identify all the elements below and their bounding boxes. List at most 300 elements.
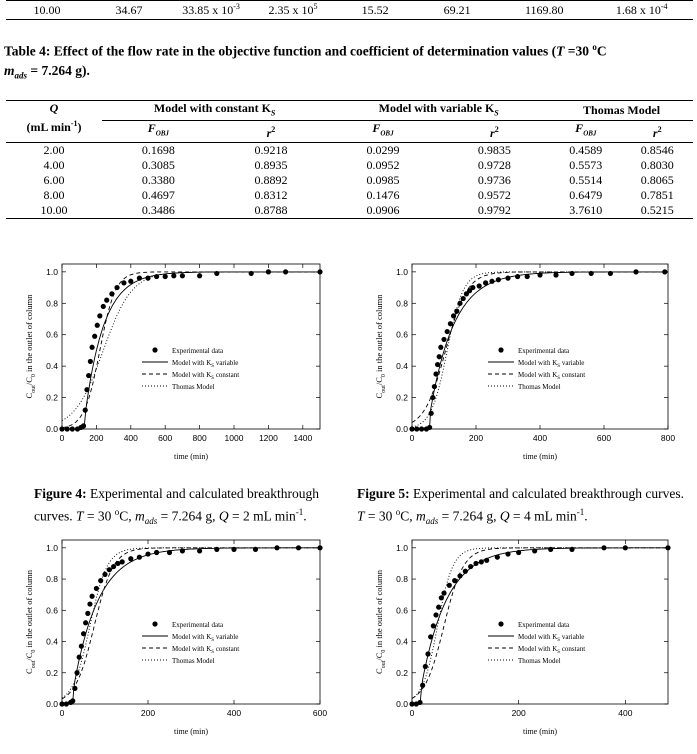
- legend-label: [172, 383, 215, 391]
- fobj-symbol: F: [147, 121, 156, 136]
- experimental-point: [473, 561, 478, 566]
- table-row: [6, 173, 693, 188]
- r2-header: [439, 121, 550, 142]
- caption-exp: -1: [295, 507, 304, 517]
- experimental-point: [128, 279, 133, 284]
- experimental-point: [548, 547, 553, 552]
- y-tick-label: 1.0: [396, 266, 408, 277]
- experimental-point: [274, 545, 279, 550]
- y-tick-label: 0.2: [46, 392, 58, 403]
- y-axis-label: [374, 569, 387, 674]
- experimental-point: [109, 291, 114, 296]
- experimental-point: [197, 548, 202, 553]
- figure-7-chart: [372, 528, 690, 754]
- table3-cell: 1169.80: [524, 2, 564, 17]
- y-tick-label: 0.0: [46, 699, 58, 709]
- table-row: [6, 158, 693, 173]
- figure-caption-text: = 30: [83, 508, 115, 524]
- table-cell: 0.0906: [366, 202, 400, 217]
- caption-text: =30: [564, 43, 593, 59]
- x-tick-label: 400: [618, 708, 633, 718]
- caption-exp: -1: [576, 507, 585, 517]
- table3-cell: 15.52: [361, 2, 389, 17]
- legend-label-part: Model with K: [172, 633, 212, 641]
- x-tick-label: 1400: [293, 433, 313, 443]
- experimental-point: [457, 573, 462, 578]
- legend-label: [172, 371, 239, 381]
- table-cell: 0.0299: [366, 142, 400, 157]
- experimental-point: [214, 547, 219, 552]
- experimental-point: [137, 555, 142, 560]
- experimental-point: [429, 411, 434, 416]
- legend: [488, 621, 585, 665]
- experimental-point: [231, 547, 236, 552]
- y-tick-label: 0.8: [46, 574, 58, 585]
- table-cell: 0.4697: [141, 187, 175, 202]
- experimental-point: [484, 558, 489, 563]
- table3-cell-exp: 5: [313, 2, 318, 11]
- x-axis-label: time (min): [523, 452, 557, 461]
- table3-cell-mantissa: 1.68 x 10: [615, 3, 661, 17]
- table-cell: 8.00: [43, 187, 65, 202]
- legend-label-part: constant: [214, 371, 240, 379]
- experimental-point: [171, 273, 176, 278]
- table-cell: 3.7610: [569, 202, 603, 217]
- y-tick-label: 1.0: [46, 266, 58, 277]
- table-cell: 0.8312: [254, 187, 288, 202]
- experimental-point: [253, 547, 258, 552]
- experimental-point: [409, 426, 414, 431]
- y-axis-label-part: /C: [24, 652, 34, 661]
- experimental-point: [137, 276, 142, 281]
- experimental-point: [128, 556, 133, 561]
- table3-cell-mantissa: 33.85 x 10: [182, 3, 234, 17]
- table-cell: 0.5573: [569, 157, 603, 172]
- table-cell: 0.3486: [141, 202, 175, 217]
- experimental-point: [433, 612, 438, 617]
- experimental-point: [120, 559, 125, 564]
- experimental-point: [468, 564, 473, 569]
- y-axis-label-part: /C: [374, 652, 384, 661]
- figure-caption-text: = 2 mL min: [228, 508, 296, 524]
- figure-6-chart: [20, 528, 340, 754]
- y-axis-label-part: in the outlet of column: [374, 570, 384, 650]
- experimental-point: [86, 373, 91, 378]
- table-cell: 4.00: [43, 157, 65, 172]
- experimental-point: [167, 550, 172, 555]
- table-cell: 0.9736: [477, 172, 511, 187]
- legend-label-part: Thomas Model: [172, 383, 215, 391]
- experimental-point: [72, 686, 77, 691]
- y-tick-label: 0.4: [46, 361, 58, 372]
- legend-label-part: Model with K: [518, 371, 558, 379]
- table-cell: 0.8030: [640, 157, 674, 172]
- table3-cell-exp: -4: [660, 2, 668, 11]
- experimental-point: [601, 545, 606, 550]
- table-cell: 0.8065: [640, 172, 674, 187]
- experimental-point: [479, 559, 484, 564]
- caption-m: m: [416, 508, 426, 524]
- figure-label: Figure 5:: [357, 486, 410, 501]
- caption-T: T: [556, 43, 565, 59]
- q-unit-close: ): [77, 120, 82, 134]
- table-cell: 10.00: [40, 202, 68, 217]
- experimental-point: [489, 279, 494, 284]
- experimental-point: [296, 545, 301, 550]
- experimental-point: [145, 551, 150, 556]
- table-cell: 0.8788: [254, 202, 288, 217]
- figure-caption-text: C,: [119, 508, 136, 524]
- legend-label-part: constant: [560, 371, 586, 379]
- y-axis-label-part: C: [374, 668, 384, 674]
- experimental-point: [180, 273, 185, 278]
- x-tick-label: 400: [123, 433, 138, 443]
- table-cell: 0.3085: [141, 157, 175, 172]
- y-axis-label-part: C: [24, 392, 34, 399]
- y-tick-label: 1.0: [46, 542, 58, 553]
- group-header-text: Model with variable K: [378, 101, 495, 115]
- table-cell: 0.4589: [569, 142, 603, 157]
- caption-T: T: [75, 508, 84, 524]
- y-axis-label: [24, 569, 37, 674]
- legend-marker: [498, 347, 503, 352]
- legend-label: [518, 359, 584, 369]
- group-header-text: Model with constant K: [153, 101, 271, 115]
- experimental-point: [433, 371, 438, 376]
- legend-label-sub: S: [211, 364, 215, 369]
- table-cell: 0.3380: [141, 172, 175, 187]
- r2-header: [215, 121, 328, 142]
- table3-cell: [590, 1, 693, 20]
- legend-label-part: Model with K: [172, 371, 212, 379]
- table-cell: 0.9728: [477, 157, 511, 172]
- experimental-point: [569, 547, 574, 552]
- experimental-point: [90, 594, 95, 599]
- y-axis-label-part: 0: [381, 374, 387, 378]
- experimental-point: [419, 426, 424, 431]
- experimental-point: [537, 272, 542, 277]
- x-tick-label: 1000: [224, 433, 244, 443]
- y-axis-label-part: 0: [31, 649, 37, 653]
- y-axis-label: [24, 294, 37, 399]
- experimental-point: [430, 395, 435, 400]
- table-cell: 0.8935: [254, 157, 288, 172]
- caption-ads: ads: [425, 516, 439, 527]
- experimental-point: [525, 274, 530, 279]
- legend-label: [518, 633, 584, 643]
- figure-4-caption: [34, 484, 354, 531]
- figure-4-chart: [20, 252, 340, 480]
- legend-label: [172, 645, 239, 655]
- x-tick-label: 400: [532, 433, 548, 443]
- experimental-point: [420, 683, 425, 688]
- x-tick-label: 800: [192, 433, 207, 443]
- experimental-point: [428, 634, 433, 639]
- r2-sup: 2: [494, 125, 499, 135]
- x-tick-label: 0: [59, 433, 65, 443]
- x-tick-label: 200: [511, 708, 526, 718]
- x-axis-label: time (min): [523, 727, 557, 736]
- figure-label: Figure 4:: [34, 486, 87, 501]
- y-axis-label-part: out: [381, 660, 387, 669]
- y-tick-label: 0.6: [46, 329, 58, 340]
- table-cell: 0.0985: [366, 172, 400, 187]
- table-cell: 0.5215: [640, 202, 674, 217]
- experimental-point: [569, 271, 574, 276]
- caption-m: m: [135, 508, 145, 524]
- group-header-sub: S: [270, 108, 276, 118]
- legend-label: [172, 657, 215, 665]
- legend-label: [172, 633, 238, 643]
- r2-sup: 2: [271, 125, 276, 135]
- legend-label-part: Thomas Model: [172, 657, 215, 665]
- x-tick-label: 200: [468, 433, 484, 443]
- table3-cell: [170, 1, 252, 20]
- table4-body: [6, 142, 693, 218]
- experimental-point: [553, 272, 558, 277]
- experimental-point: [437, 354, 442, 359]
- experimental-point: [84, 387, 89, 392]
- legend-label-part: Thomas Model: [518, 383, 561, 391]
- experimental-point: [104, 298, 109, 303]
- experimental-point: [516, 550, 521, 555]
- y-axis-label-part: out: [381, 385, 387, 393]
- legend-marker: [152, 621, 157, 626]
- caption-text: Table 4: Effect of the flow rate in the objective function and coefficient of determination values (: [4, 43, 557, 59]
- figure-caption-text: = 4 mL min: [509, 508, 577, 524]
- legend-label-part: Model with K: [172, 645, 212, 653]
- figure-caption-text: = 7.264 g,: [438, 508, 500, 524]
- table-cell: 0.6479: [569, 187, 603, 202]
- r2-sup: 2: [657, 125, 662, 135]
- experimental-point: [532, 548, 537, 553]
- experimental-point: [436, 605, 441, 610]
- experimental-point: [70, 698, 75, 703]
- table3-cell: 69.21: [443, 2, 471, 17]
- experimental-point: [283, 269, 288, 274]
- figure-caption-text: = 7.264 g,: [157, 508, 219, 524]
- y-tick-label: 0.6: [396, 605, 408, 616]
- legend-label: [518, 371, 585, 381]
- fobj-header: [327, 121, 438, 142]
- group-header-sub: S: [494, 108, 499, 118]
- legend-label: [518, 645, 585, 655]
- legend-label-part: Model with K: [518, 633, 558, 641]
- experimental-point: [438, 345, 443, 350]
- figure-caption-text: = 30: [364, 508, 396, 524]
- group-header-text: Thomas Model: [583, 103, 661, 118]
- experimental-point: [623, 545, 628, 550]
- group-header-variable: [327, 101, 550, 121]
- x-tick-label: 200: [89, 433, 104, 443]
- experimental-point: [70, 426, 75, 431]
- x-tick-label: 0: [409, 433, 415, 443]
- legend-label-part: Model with K: [172, 359, 212, 367]
- caption-m: m: [4, 62, 15, 78]
- caption-text: C: [596, 43, 607, 59]
- legend-label: Experimental data: [518, 347, 570, 355]
- legend-label-part: Thomas Model: [518, 657, 561, 665]
- experimental-point: [145, 276, 150, 281]
- x-tick-label: 0: [409, 708, 415, 718]
- experimental-point: [121, 280, 126, 285]
- experimental-point: [417, 700, 422, 705]
- legend: [142, 621, 239, 665]
- fobj-sub: OBJ: [380, 129, 394, 138]
- table-row: [6, 188, 693, 203]
- table-row: [6, 203, 693, 219]
- table-cell: 6.00: [43, 172, 65, 187]
- q-unit: (mL min: [26, 120, 71, 134]
- y-axis-label-part: in the outlet of column: [24, 294, 34, 375]
- figure-5-chart: [372, 252, 690, 480]
- experimental-point: [505, 276, 510, 281]
- experimental-point: [317, 269, 322, 274]
- x-tick-label: 200: [140, 708, 156, 718]
- table3-cell: 34.67: [115, 2, 143, 17]
- experimental-point: [432, 384, 437, 389]
- experimental-point: [74, 670, 79, 675]
- experimental-point: [249, 271, 254, 276]
- table4-caption: [4, 38, 696, 85]
- experimental-point: [441, 337, 446, 342]
- table-row: [6, 142, 693, 158]
- group-header-constant: [102, 101, 327, 121]
- legend-label-sub: S: [211, 650, 215, 655]
- y-tick-label: 0.2: [46, 667, 58, 678]
- experimental-point: [59, 426, 64, 431]
- table-cell: 0.0952: [366, 157, 400, 172]
- experimental-point: [454, 309, 459, 314]
- experimental-point: [90, 345, 95, 350]
- legend-label-sub: S: [557, 650, 561, 655]
- experimental-point: [431, 623, 436, 628]
- experimental-point: [496, 277, 501, 282]
- x-tick-label: 1200: [258, 433, 278, 443]
- fobj-symbol: F: [575, 121, 584, 136]
- table-cell: 2.00: [43, 142, 65, 157]
- fobj-sub: OBJ: [155, 129, 169, 138]
- experimental-point: [94, 586, 99, 591]
- legend: [142, 347, 239, 391]
- experimental-point: [88, 359, 93, 364]
- table3-cell: 10.00: [33, 2, 61, 17]
- experimental-point: [83, 620, 88, 625]
- legend-label-sub: S: [557, 638, 561, 643]
- y-tick-label: 0.0: [396, 699, 408, 709]
- table-cell: 0.9835: [477, 142, 511, 157]
- caption-ads: ads: [14, 70, 28, 81]
- table-cell: 0.1698: [141, 142, 175, 157]
- caption-ads: ads: [144, 516, 158, 527]
- table-cell: 0.8546: [640, 142, 674, 157]
- x-tick-label: 600: [596, 433, 612, 443]
- experimental-point: [423, 664, 428, 669]
- experimental-point: [414, 426, 419, 431]
- figure-caption-text: .: [303, 508, 307, 524]
- fobj-header: [102, 121, 215, 142]
- y-tick-label: 0.2: [396, 667, 408, 678]
- y-axis-label-part: out: [31, 660, 37, 669]
- experimental-point: [214, 271, 219, 276]
- caption-text: = 7.264 g).: [27, 62, 90, 78]
- y-tick-label: 0.6: [46, 605, 58, 616]
- experimental-point: [97, 313, 102, 318]
- table3-cell-exp: -3: [233, 2, 240, 11]
- table4: [6, 100, 693, 219]
- table3-cell: [252, 1, 334, 20]
- figure-caption-text: Experimental and calculated breakthrough curves.: [409, 486, 685, 501]
- table-cell: 0.7851: [640, 187, 674, 202]
- experimental-point: [163, 274, 168, 279]
- table3-last-row: [6, 0, 693, 20]
- experimental-point: [608, 271, 613, 276]
- y-tick-label: 0.8: [396, 298, 408, 309]
- experimental-point: [470, 285, 475, 290]
- table-cell: 0.5514: [569, 172, 603, 187]
- figure-caption-text: .: [584, 508, 588, 524]
- experimental-point: [452, 578, 457, 583]
- experimental-point: [197, 273, 202, 278]
- experimental-point: [180, 548, 185, 553]
- legend-label: Experimental data: [172, 621, 224, 629]
- y-axis-label: [374, 294, 387, 399]
- y-axis-label-part: C: [24, 668, 34, 674]
- experimental-point: [79, 644, 84, 649]
- legend-marker: [152, 347, 157, 352]
- q-symbol: Q: [49, 101, 59, 115]
- experimental-point: [87, 601, 92, 606]
- legend-marker: [498, 621, 503, 626]
- experimental-point: [633, 269, 638, 274]
- y-tick-label: 0.0: [396, 424, 408, 434]
- legend-label-part: variable: [214, 359, 239, 367]
- y-tick-label: 0.8: [46, 298, 58, 309]
- q-unit-exp: -1: [70, 119, 78, 128]
- experimental-point: [427, 425, 432, 430]
- legend-label-sub: S: [557, 376, 561, 381]
- legend: [488, 347, 585, 391]
- experimental-point: [451, 313, 456, 318]
- table-cell: 0.1476: [366, 187, 400, 202]
- experimental-point: [101, 304, 106, 309]
- caption-Q: Q: [218, 508, 229, 524]
- r2-symbol: r: [266, 126, 272, 141]
- experimental-point: [83, 408, 88, 413]
- x-tick-label: 400: [226, 708, 242, 718]
- r2-symbol: r: [652, 126, 658, 141]
- y-tick-label: 0.8: [396, 574, 408, 585]
- legend-label-part: variable: [560, 359, 585, 367]
- legend-label-part: constant: [560, 645, 586, 653]
- y-axis-label-part: in the outlet of column: [374, 294, 384, 375]
- experimental-point: [495, 555, 500, 560]
- experimental-point: [662, 269, 667, 274]
- y-tick-label: 0.4: [396, 636, 408, 647]
- table-cell: 0.9792: [477, 202, 511, 217]
- table3-cell-mantissa: 2.35 x 10: [268, 3, 314, 17]
- experimental-point: [515, 274, 520, 279]
- legend-label-part: variable: [214, 633, 239, 641]
- experimental-point: [154, 550, 159, 555]
- legend-label: [172, 359, 238, 369]
- experimental-point: [102, 572, 107, 577]
- figure-caption-text: C,: [400, 508, 417, 524]
- legend-label-sub: S: [557, 364, 561, 369]
- caption-Q: Q: [499, 508, 510, 524]
- experimental-point: [435, 362, 440, 367]
- y-tick-label: 0.4: [46, 636, 58, 647]
